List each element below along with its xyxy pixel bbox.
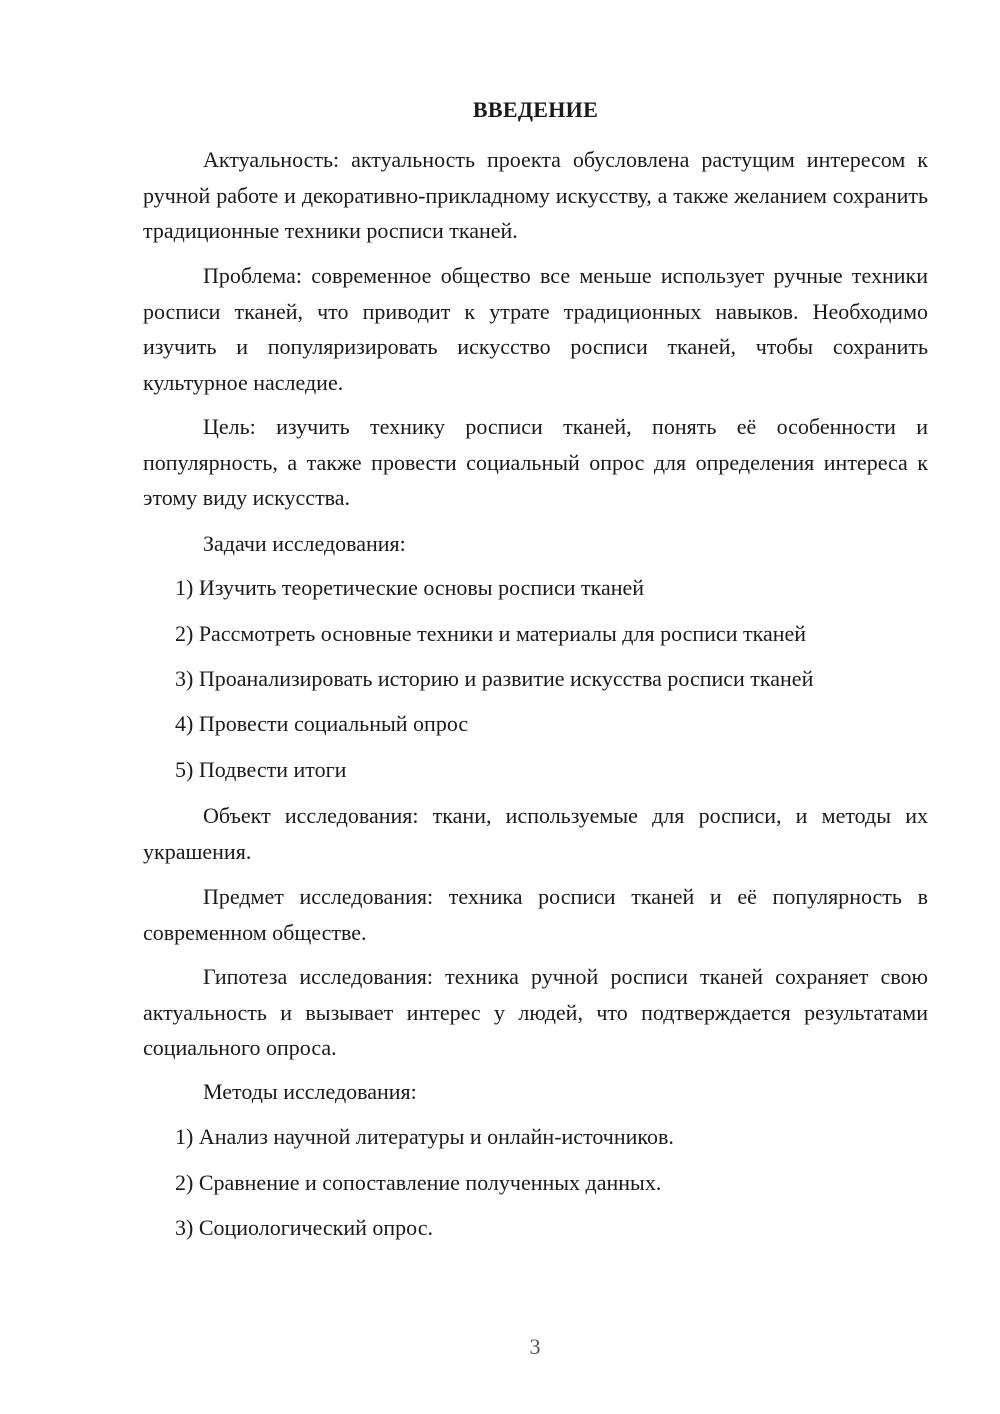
page-title: ВВЕДЕНИЕ bbox=[472, 97, 599, 122]
paragraph-subject: Предмет исследования: техника росписи тканей и её популярность в современном обществе. bbox=[143, 884, 928, 945]
task-item: 1) Изучить теоретические основы росписи тканей bbox=[175, 575, 645, 600]
tasks-heading: Задачи исследования: bbox=[203, 531, 406, 556]
paragraph-goal: Цель: изучить технику росписи тканей, понять её особенности и популярность, а также провести социальный опрос для определения интереса к этому виду искусства. bbox=[143, 414, 928, 510]
paragraph-hypothesis: Гипотеза исследования: техника ручной росписи тканей сохраняет свою актуальность и вызывает интерес у людей, что подтверждается результатами социального опроса. bbox=[143, 964, 928, 1060]
paragraph-problem: Проблема: современное общество все меньше использует ручные техники росписи тканей, что приводит к утрате традиционных навыков. Необходимо изучить и популяризировать искусство росписи тканей, чтобы сохранить культурное наследие. bbox=[143, 263, 928, 395]
methods-heading: Методы исследования: bbox=[203, 1079, 417, 1104]
paragraph-object: Объект исследования: ткани, используемые для росписи, и методы их украшения. bbox=[143, 803, 928, 864]
method-item: 3) Социологический опрос. bbox=[175, 1215, 433, 1240]
method-item: 1) Анализ научной литературы и онлайн-источников. bbox=[175, 1124, 674, 1149]
task-item: 2) Рассмотреть основные техники и материалы для росписи тканей bbox=[175, 621, 807, 646]
task-item: 4) Провести социальный опрос bbox=[175, 711, 469, 736]
method-item: 2) Сравнение и сопоставление полученных данных. bbox=[175, 1170, 662, 1195]
paragraph-actuality: Актуальность: актуальность проекта обусловлена растущим интересом к ручной работе и декоративно-прикладному искусству, а также желанием сохранить традиционные техники росписи тканей. bbox=[143, 147, 928, 243]
task-item: 3) Проанализировать историю и развитие искусства росписи тканей bbox=[175, 666, 814, 691]
task-item: 5) Подвести итоги bbox=[175, 757, 347, 782]
page-number: 3 bbox=[529, 1334, 541, 1359]
